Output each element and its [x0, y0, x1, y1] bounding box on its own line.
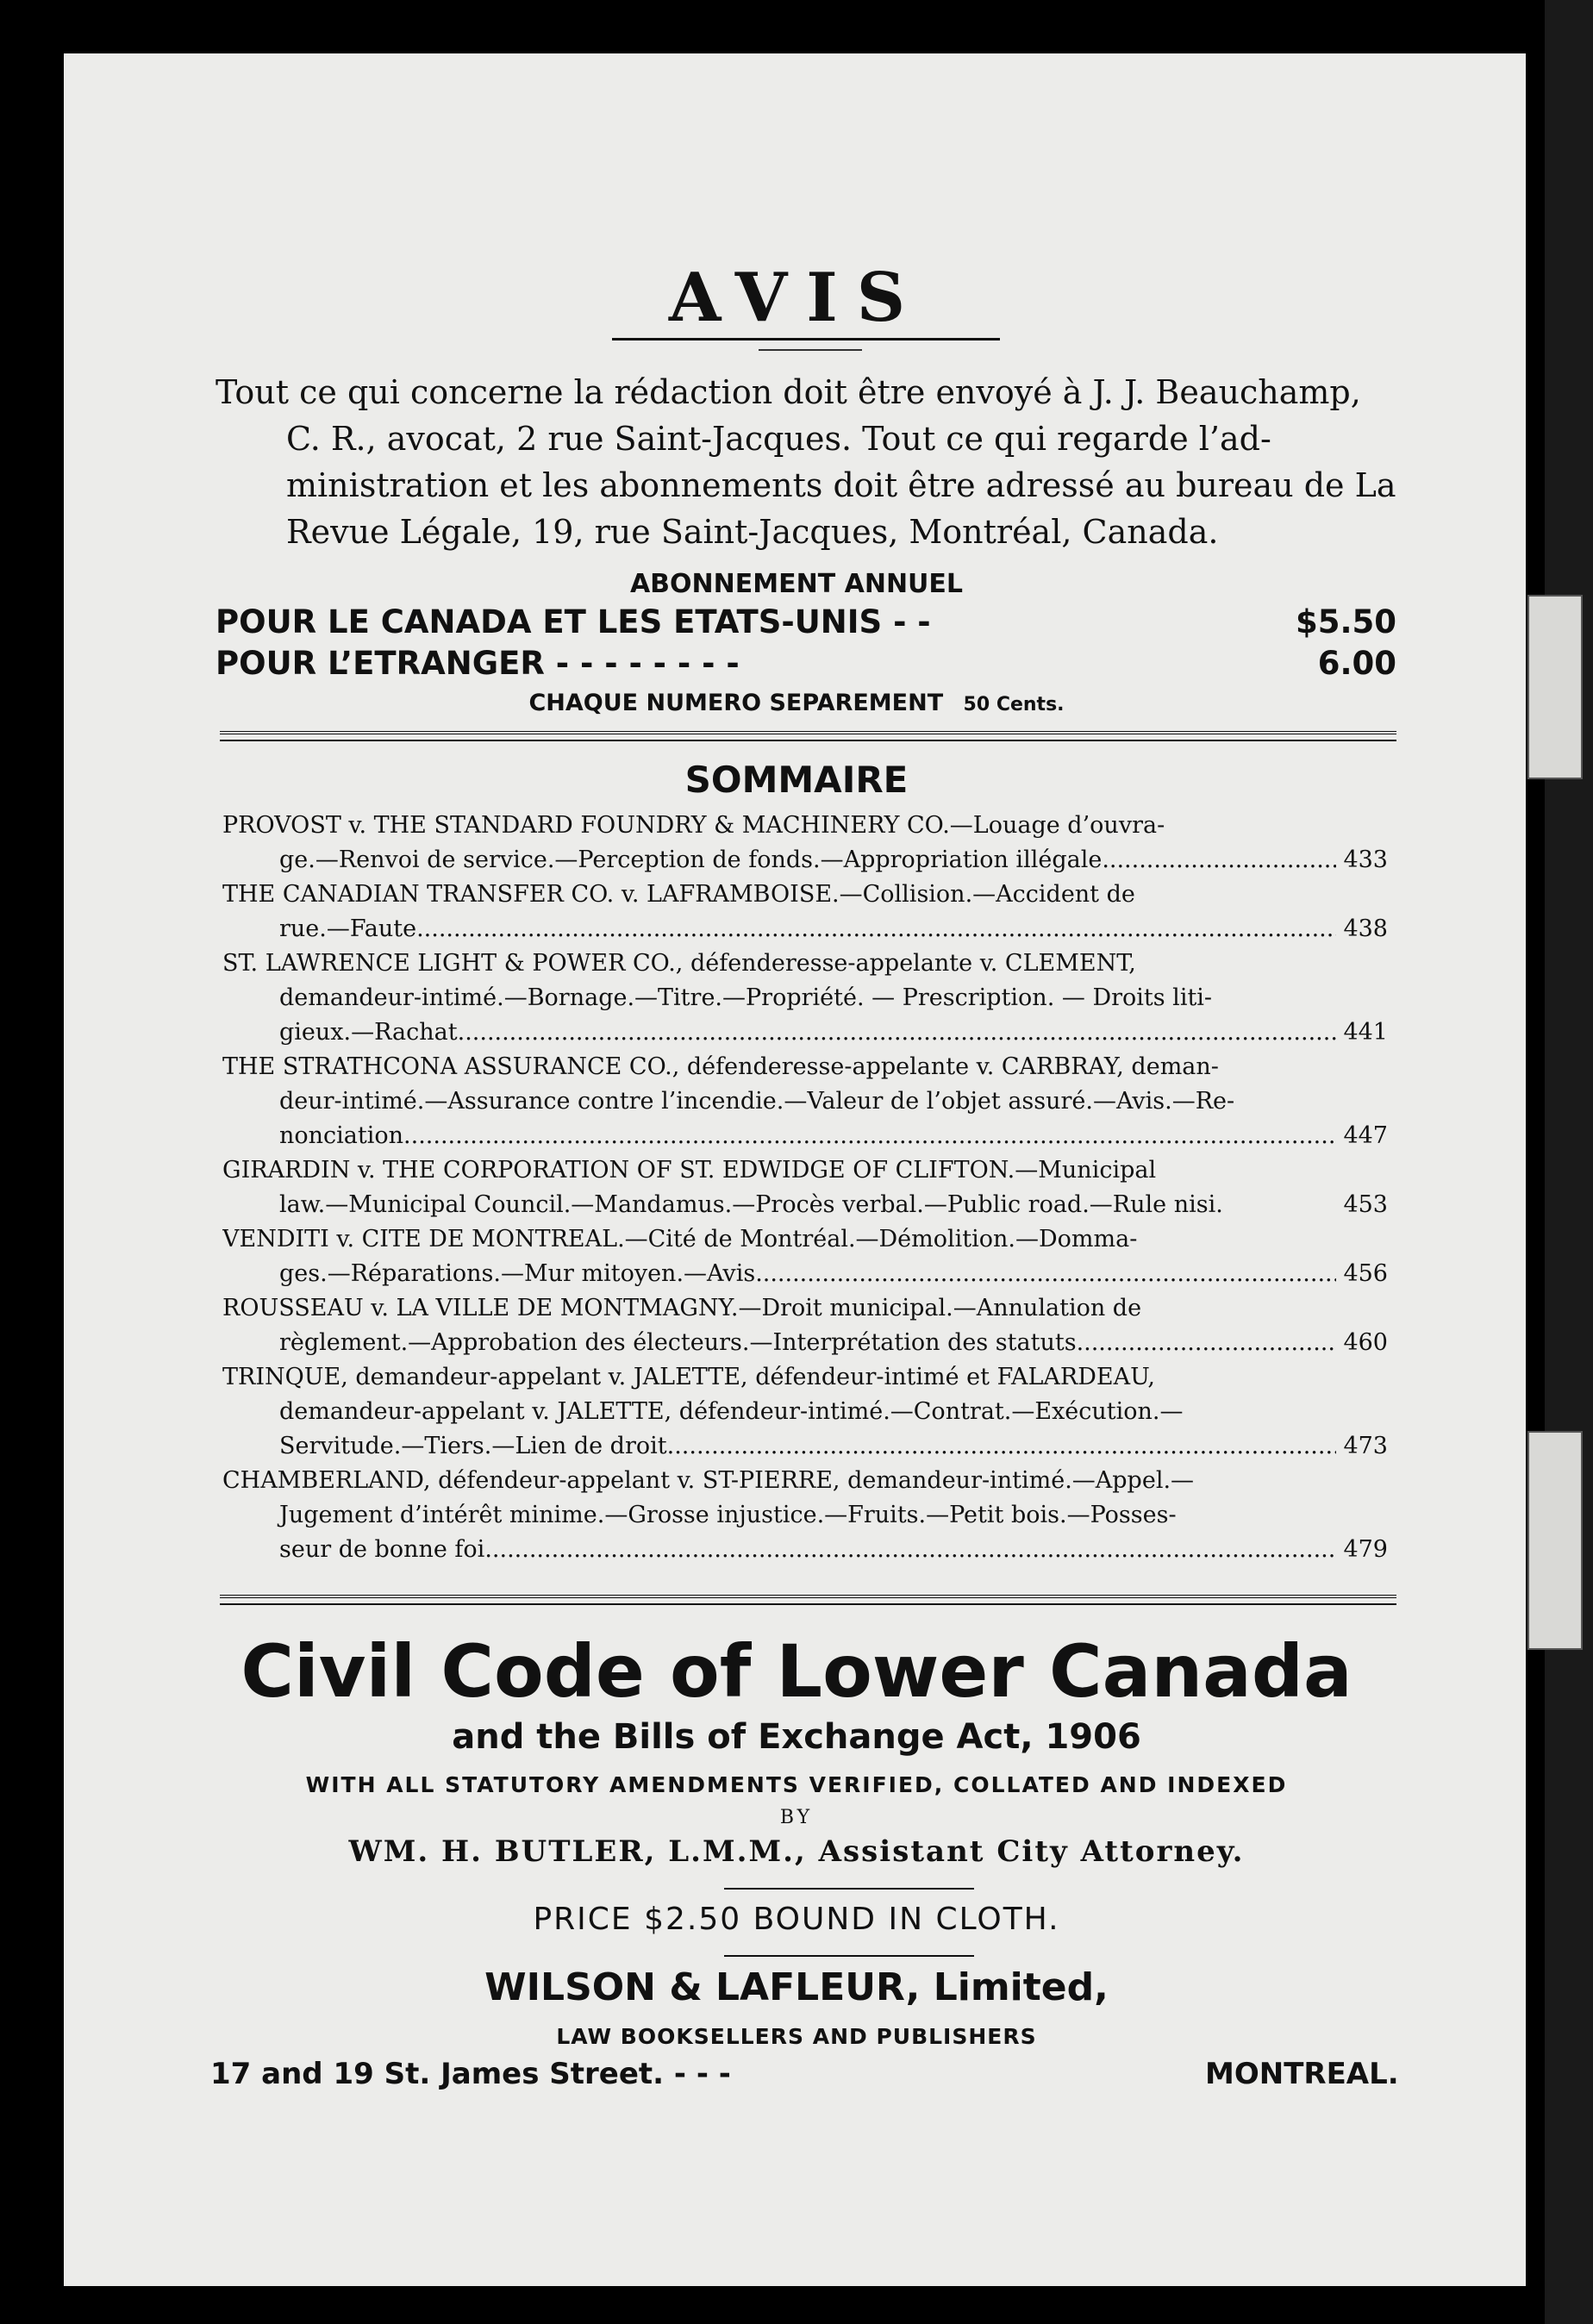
entry-page: 479: [1343, 1536, 1388, 1563]
sommaire-entry: [222, 1464, 1388, 1567]
entry-line: ROUSSEAU v. LA VILLE DE MONTMAGNY.—Droit municipal.—Annulation de: [222, 1295, 1142, 1321]
price-etranger-value: 6.00: [1317, 645, 1396, 682]
entry-page: 441: [1343, 1019, 1388, 1046]
advert-subtitle: and the Bills of Exchange Act, 1906: [452, 1717, 1141, 1757]
price-canada-value: $5.50: [1295, 603, 1396, 640]
avis-line: Tout ce qui concerne la rédaction doit être envoyé à J. J. Beauchamp,: [216, 373, 1361, 411]
entry-line: règlement.—Approbation des électeurs.—Interprétation des statuts: [279, 1329, 1077, 1356]
entry-line: TRINQUE, demandeur-appelant v. JALETTE, défendeur-intimé et FALARDEAU,: [222, 1364, 1155, 1390]
numero-label: CHAQUE NUMERO SEPAREMENT: [528, 690, 944, 716]
entry-line: THE STRATHCONA ASSURANCE CO., défenderesse-appelante v. CARBRAY, deman-: [222, 1053, 1219, 1080]
sommaire-entry: [222, 1153, 1388, 1222]
entry-line: nonciation: [279, 1122, 404, 1149]
advert-rule: [724, 1955, 974, 1957]
entry-line: deur-intimé.—Assurance contre l’incendie.—Valeur de l’objet assuré.—Avis.—Re-: [279, 1088, 1235, 1115]
price-etranger-label: POUR L’ETRANGER - - - - - - - -: [216, 645, 740, 682]
avis-paragraph: [216, 369, 1405, 555]
sommaire-entry: [222, 878, 1388, 946]
entry-line: rue.—Faute: [279, 915, 417, 942]
avis-title: AVIS: [668, 259, 925, 337]
price-canada-label: POUR LE CANADA ET LES ETATS-UNIS - -: [216, 603, 931, 640]
section-divider: [220, 740, 1396, 741]
numero-price: 50 Cents.: [963, 694, 1065, 715]
price-etranger: [216, 645, 1396, 682]
abonnement-heading: ABONNEMENT ANNUEL: [629, 569, 964, 599]
numero-line: [0, 690, 1593, 716]
entry-line: ST. LAWRENCE LIGHT & POWER CO., défenderesse-appelante v. CLEMENT,: [222, 950, 1136, 977]
entry-page: 447: [1343, 1122, 1388, 1149]
entry-page: 453: [1343, 1191, 1388, 1218]
sommaire-entry: [222, 1291, 1388, 1360]
avis-line: Revue Légale, 19, rue Saint-Jacques, Montréal, Canada.: [286, 513, 1219, 551]
advert-publisher: WILSON & LAFLEUR, Limited,: [484, 1965, 1109, 2009]
entry-line: CHAMBERLAND, défendeur-appelant v. ST-PIERRE, demandeur-intimé.—Appel.—: [222, 1467, 1195, 1494]
entry-line: seur de bonne foi: [279, 1536, 485, 1563]
sommaire-title: SOMMAIRE: [684, 759, 909, 801]
entry-line: Jugement d’intérêt minime.—Grosse injustice.—Fruits.—Petit bois.—Posses-: [279, 1502, 1177, 1528]
entry-line: ges.—Réparations.—Mur mitoyen.—Avis: [279, 1260, 756, 1287]
binding-tab: [1527, 1431, 1583, 1650]
entry-line: THE CANADIAN TRANSFER CO. v. LAFRAMBOISE.—Collision.—Accident de: [222, 881, 1135, 908]
advert-address: 17 and 19 St. James Street. - - -: [210, 2057, 731, 2091]
binding-tab: [1527, 595, 1583, 779]
section-divider: [220, 1595, 1396, 1598]
sommaire-entry: [222, 1050, 1388, 1153]
entry-line: Servitude.—Tiers.—Lien de droit: [279, 1433, 667, 1459]
title-ornament: [759, 349, 862, 351]
entry-line: demandeur-intimé.—Bornage.—Titre.—Propriété. — Prescription. — Droits liti-: [279, 984, 1213, 1011]
sommaire-entry: [222, 946, 1388, 1050]
title-rule: [612, 338, 1000, 340]
entry-line: gieux.—Rachat: [279, 1019, 458, 1046]
entry-line: VENDITI v. CITE DE MONTREAL.—Cité de Montréal.—Démolition.—Domma-: [222, 1226, 1138, 1253]
entry-page: 473: [1343, 1433, 1388, 1459]
entry-page: 433: [1343, 847, 1388, 873]
advert-city: MONTREAL.: [1205, 2057, 1399, 2091]
entry-page: 460: [1343, 1329, 1388, 1356]
entry-page: 456: [1343, 1260, 1388, 1287]
entry-page: 438: [1343, 915, 1388, 942]
advert-price: PRICE $2.50 BOUND IN CLOTH.: [533, 1902, 1060, 1937]
avis-line: C. R., avocat, 2 rue Saint-Jacques. Tout ce qui regarde l’ad-: [286, 420, 1271, 458]
avis-line: ministration et les abonnements doit être adressé au bureau de La: [286, 466, 1396, 504]
sommaire-entry: [222, 1222, 1388, 1291]
advert-rule: [724, 1888, 974, 1890]
entry-line: ge.—Renvoi de service.—Perception de fonds.—Appropriation illégale: [279, 847, 1103, 873]
entry-line: PROVOST v. THE STANDARD FOUNDRY & MACHINERY CO.—Louage d’ouvra-: [222, 812, 1165, 839]
advert-title: Civil Code of Lower Canada: [241, 1629, 1352, 1714]
section-divider: [220, 731, 1396, 734]
sommaire-entry: [222, 1360, 1388, 1464]
entry-line: law.—Municipal Council.—Mandamus.—Procès verbal.—Public road.—Rule nisi.: [279, 1191, 1223, 1218]
advert-amendments: WITH ALL STATUTORY AMENDMENTS VERIFIED, COLLATED AND INDEXED: [305, 1772, 1288, 1797]
advert-by: BY: [779, 1807, 814, 1828]
advert-publisher-sub: LAW BOOKSELLERS AND PUBLISHERS: [556, 2024, 1037, 2049]
price-canada: [216, 603, 1396, 640]
sommaire-entry: [222, 809, 1388, 878]
entry-line: GIRARDIN v. THE CORPORATION OF ST. EDWIDGE OF CLIFTON.—Municipal: [222, 1157, 1157, 1184]
section-divider: [220, 1603, 1396, 1605]
advert-author: WM. H. BUTLER, L.M.M., Assistant City Attorney.: [348, 1834, 1245, 1869]
entry-line: demandeur-appelant v. JALETTE, défendeur-intimé.—Contrat.—Exécution.—: [279, 1398, 1184, 1425]
